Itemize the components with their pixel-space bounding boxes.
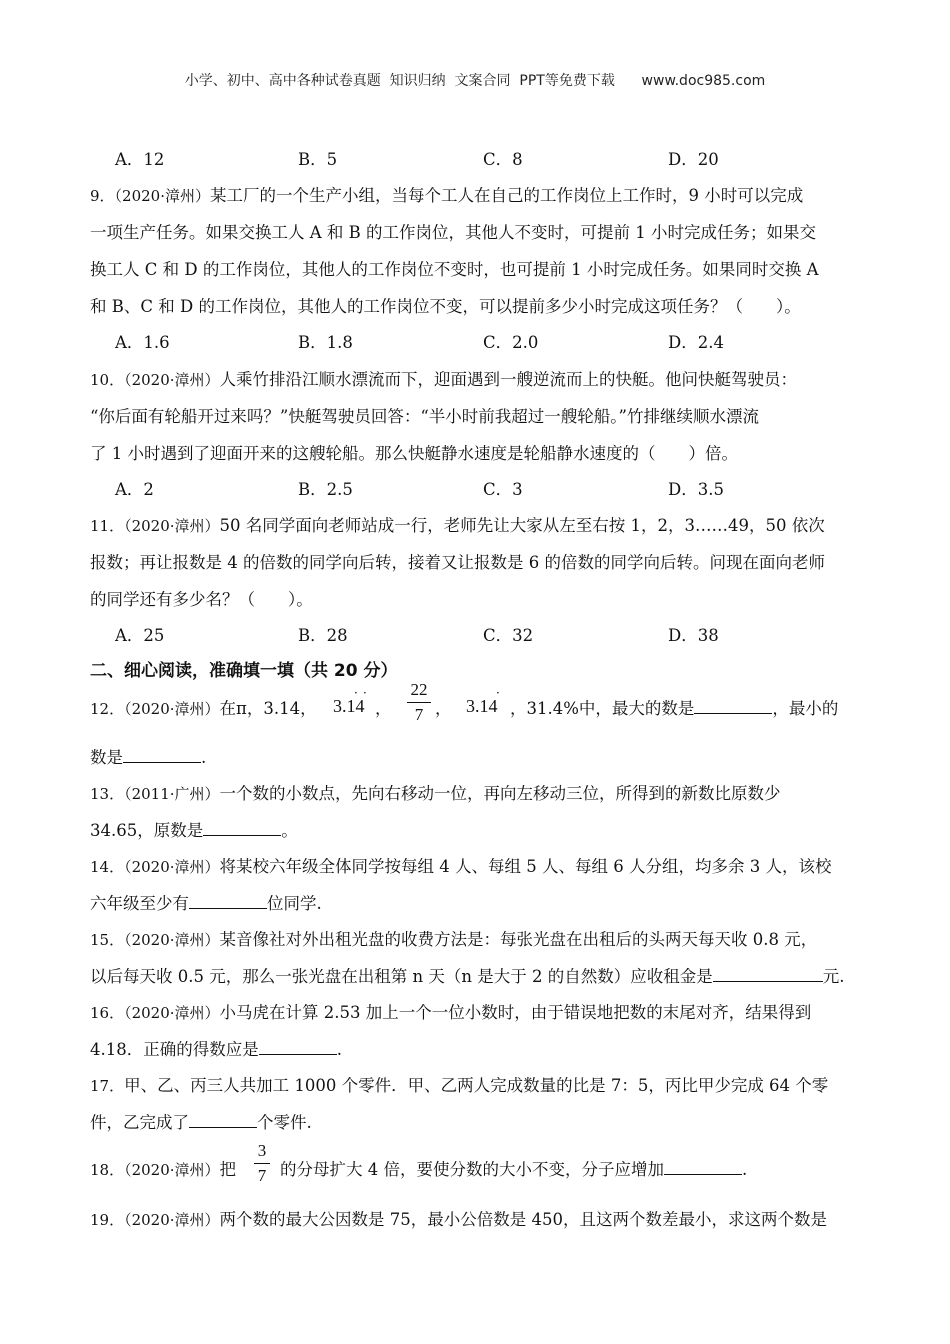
q13-source: （2011·广州）	[124, 785, 220, 803]
q13-line-2	[90, 817, 298, 841]
q12-answer-blank-max[interactable]	[694, 696, 772, 714]
q18-answer-blank[interactable]	[664, 1157, 742, 1175]
q15-answer-blank[interactable]	[713, 964, 823, 982]
q14-answer-blank[interactable]	[189, 891, 267, 909]
q16-line-2	[90, 1036, 342, 1060]
q10-option-b: B．2.5	[298, 480, 353, 499]
q12-repeat-dot-2: ·	[363, 686, 367, 700]
q12-fraction	[407, 680, 431, 725]
q14-line-2	[90, 890, 322, 914]
q10-text-1: 人乘竹排沿江顺水漂流而下，迎面遇到一艘逆流而上的快艇。他问快艇驾驶员：	[219, 370, 798, 389]
q19-text-1: 两个数的最大公因数是 75，最小公倍数是 450，且这两个数差最小，求这两个数是	[219, 1210, 828, 1229]
q15-number: 15．	[90, 931, 125, 949]
q14-text-2-end: 位同学.	[267, 894, 322, 913]
q17-line-2	[90, 1109, 312, 1133]
q11-number: 11．	[90, 517, 125, 535]
q11-text-1: 50 名同学面向老师站成一行，老师先让大家从左至右按 1，2，3……49，50 依次	[219, 516, 825, 535]
q16-source: （2020·漳州）	[124, 1004, 220, 1022]
q12-repeating-decimal-2: 3.14	[466, 696, 498, 716]
q14-text-2: 六年级至少有	[90, 894, 189, 913]
q16-text-2-end: .	[336, 1040, 342, 1059]
q11-option-a: A．25	[115, 626, 165, 645]
q12-text-post	[510, 695, 838, 719]
q17-number: 17．	[90, 1077, 125, 1095]
q14-source: （2020·漳州）	[124, 858, 220, 876]
q9-line-4: 和 B、C 和 D 的工作岗位，其他人的工作岗位不变，可以提前多少小时完成这项任务？（ ）。	[90, 297, 801, 316]
q9-text-1: 某工厂的一个生产小组，当每个工人在自己的工作岗位上工作时，9 小时可以完成	[210, 186, 804, 205]
q19-line-1	[90, 1206, 827, 1230]
q17-answer-blank[interactable]	[189, 1110, 257, 1128]
q19-source: （2020·漳州）	[124, 1211, 220, 1229]
q10-option-a: A．2	[115, 480, 154, 499]
q13-text-2-end: 。	[281, 821, 298, 840]
q12-text-post-2: ，最小的	[772, 699, 839, 718]
q16-number: 16．	[90, 1004, 125, 1022]
q8-option-c: C．8	[483, 150, 523, 169]
q17-text-2-end: 个零件.	[257, 1113, 312, 1132]
q11-line-1	[90, 512, 825, 536]
q12-source: （2020·漳州）	[124, 700, 220, 718]
q15-text-2-end: 元.	[822, 967, 845, 986]
q18-fraction-bar	[254, 1163, 270, 1164]
q18-fraction-denominator: 7	[257, 1166, 267, 1185]
q9-line-1	[90, 182, 803, 206]
q11-option-b: B．28	[298, 626, 348, 645]
section-2-heading: 二、细心阅读，准确填一填（共 20 分）	[90, 661, 398, 681]
q10-option-c: C．3	[483, 480, 523, 499]
q13-answer-blank[interactable]	[203, 818, 281, 836]
q12-fraction-denominator: 7	[414, 705, 424, 724]
q8-option-a: A．12	[115, 150, 165, 169]
q10-line-3: 了 1 小时遇到了迎面开来的这艘轮船。那么快艇静水速度是轮船静水速度的（ ）倍。	[90, 444, 738, 463]
q12-fraction-bar	[407, 702, 431, 703]
q14-text-1: 将某校六年级全体同学按每组 4 人、每组 5 人、每组 6 人分组，均多余 3 人，该校	[219, 857, 832, 876]
q12-repeating-decimal-1: 3.14	[333, 696, 365, 716]
q11-line-3: 的同学还有多少名？（ ）。	[90, 590, 313, 609]
q9-line-3: 换工人 C 和 D 的工作岗位，其他人的工作岗位不变时，也可提前 1 小时完成任务。如果同时交换 A	[90, 260, 819, 279]
q12-repeat-dot-3: ·	[496, 686, 500, 700]
q18-source: （2020·漳州）	[124, 1161, 220, 1179]
q9-number: 9．	[90, 187, 115, 205]
q18-text-post-wrap	[280, 1156, 747, 1180]
q12-text-2-end: .	[201, 748, 207, 767]
q18-text-end: .	[742, 1160, 748, 1179]
q14-line-1	[90, 853, 832, 877]
q10-line-2: “你后面有轮船开过来吗？”快艇驾驶员回答：“半小时前我超过一艘轮船。”竹排继续顺水漂流	[90, 407, 759, 426]
q9-option-c: C．2.0	[483, 333, 539, 352]
q12-text-2: 数是	[90, 748, 123, 767]
q17-line-1	[90, 1072, 828, 1096]
q13-text-1: 一个数的小数点，先向右移动一位，再向左移动三位，所得到的新数比原数少	[219, 784, 781, 803]
q12-fraction-numerator: 22	[410, 680, 428, 699]
q9-line-2: 一项生产任务。如果交换工人 A 和 B 的工作岗位，其他人不变时，可提前 1 小时完成任务；如果交	[90, 223, 817, 242]
q16-answer-blank[interactable]	[259, 1037, 337, 1055]
q19-number: 19．	[90, 1211, 125, 1229]
q13-line-1	[90, 780, 781, 804]
q15-line-1	[90, 926, 817, 950]
q9-option-b: B．1.8	[298, 333, 353, 352]
q8-option-b: B．5	[298, 150, 338, 169]
q12-line-2	[90, 744, 206, 768]
page-header: 小学、初中、高中各种试卷真题 知识归纳 文案合同 PPT等免费下载 www.doc985.com	[184, 73, 766, 89]
q11-source: （2020·漳州）	[124, 517, 220, 535]
q17-text-2: 件，乙完成了	[90, 1113, 189, 1132]
q12-text-post-1: ，31.4%中，最大的数是	[510, 699, 695, 718]
q11-option-c: C．32	[483, 626, 534, 645]
q18-text-pre: 把	[219, 1160, 237, 1179]
q9-source: （2020·漳州）	[114, 187, 210, 205]
q10-source: （2020·漳州）	[124, 371, 220, 389]
q18-number: 18．	[90, 1161, 125, 1179]
q12-comma-1: ，	[375, 699, 392, 718]
q18-fraction-numerator: 3	[257, 1141, 267, 1160]
q12-answer-blank-min[interactable]	[123, 745, 201, 763]
q12-text-pre: 在π，3.14，	[219, 699, 317, 718]
q15-source: （2020·漳州）	[124, 931, 220, 949]
q10-option-d: D．3.5	[668, 480, 724, 499]
q9-option-d: D．2.4	[668, 333, 724, 352]
q10-number: 10．	[90, 371, 125, 389]
q8-option-d: D．20	[668, 150, 719, 169]
q13-text-2: 34.65，原数是	[90, 821, 204, 840]
q18-text-post: 的分母扩大 4 倍，要使分数的大小不变，分子应增加	[280, 1160, 664, 1179]
q15-text-1: 某音像社对外出租光盘的收费方法是：每张光盘在出租后的头两天每天收 0.8 元，	[219, 930, 818, 949]
q16-text-1: 小马虎在计算 2.53 加上一个一位小数时，由于错误地把数的末尾对齐，结果得到	[219, 1003, 812, 1022]
q18-line-1	[90, 1156, 236, 1180]
q17-text-1: 甲、乙、丙三人共加工 1000 个零件．甲、乙两人完成数量的比是 7：5，丙比甲少完成 64 个零	[124, 1076, 829, 1095]
q9-option-a: A．1.6	[115, 333, 170, 352]
q11-line-2: 报数；再让报数是 4 的倍数的同学向后转，接着又让报数是 6 的倍数的同学向后转。问现在面向老师	[90, 553, 825, 572]
q16-line-1	[90, 999, 811, 1023]
q18-fraction	[254, 1141, 270, 1186]
q12-number: 12．	[90, 700, 125, 718]
q12-repeat-dot-1: ·	[354, 686, 358, 700]
q16-text-2: 4.18．正确的得数应是	[90, 1040, 259, 1059]
q13-number: 13．	[90, 785, 125, 803]
q15-line-2	[90, 963, 844, 987]
q12-comma-2: ，	[435, 699, 452, 718]
q15-text-2: 以后每天收 0.5 元，那么一张光盘在出租第 n 天（n 是大于 2 的自然数）应收租金是	[90, 967, 713, 986]
q10-line-1	[90, 366, 797, 390]
q12-line-1	[90, 695, 317, 719]
q14-number: 14．	[90, 858, 125, 876]
q11-option-d: D．38	[668, 626, 719, 645]
